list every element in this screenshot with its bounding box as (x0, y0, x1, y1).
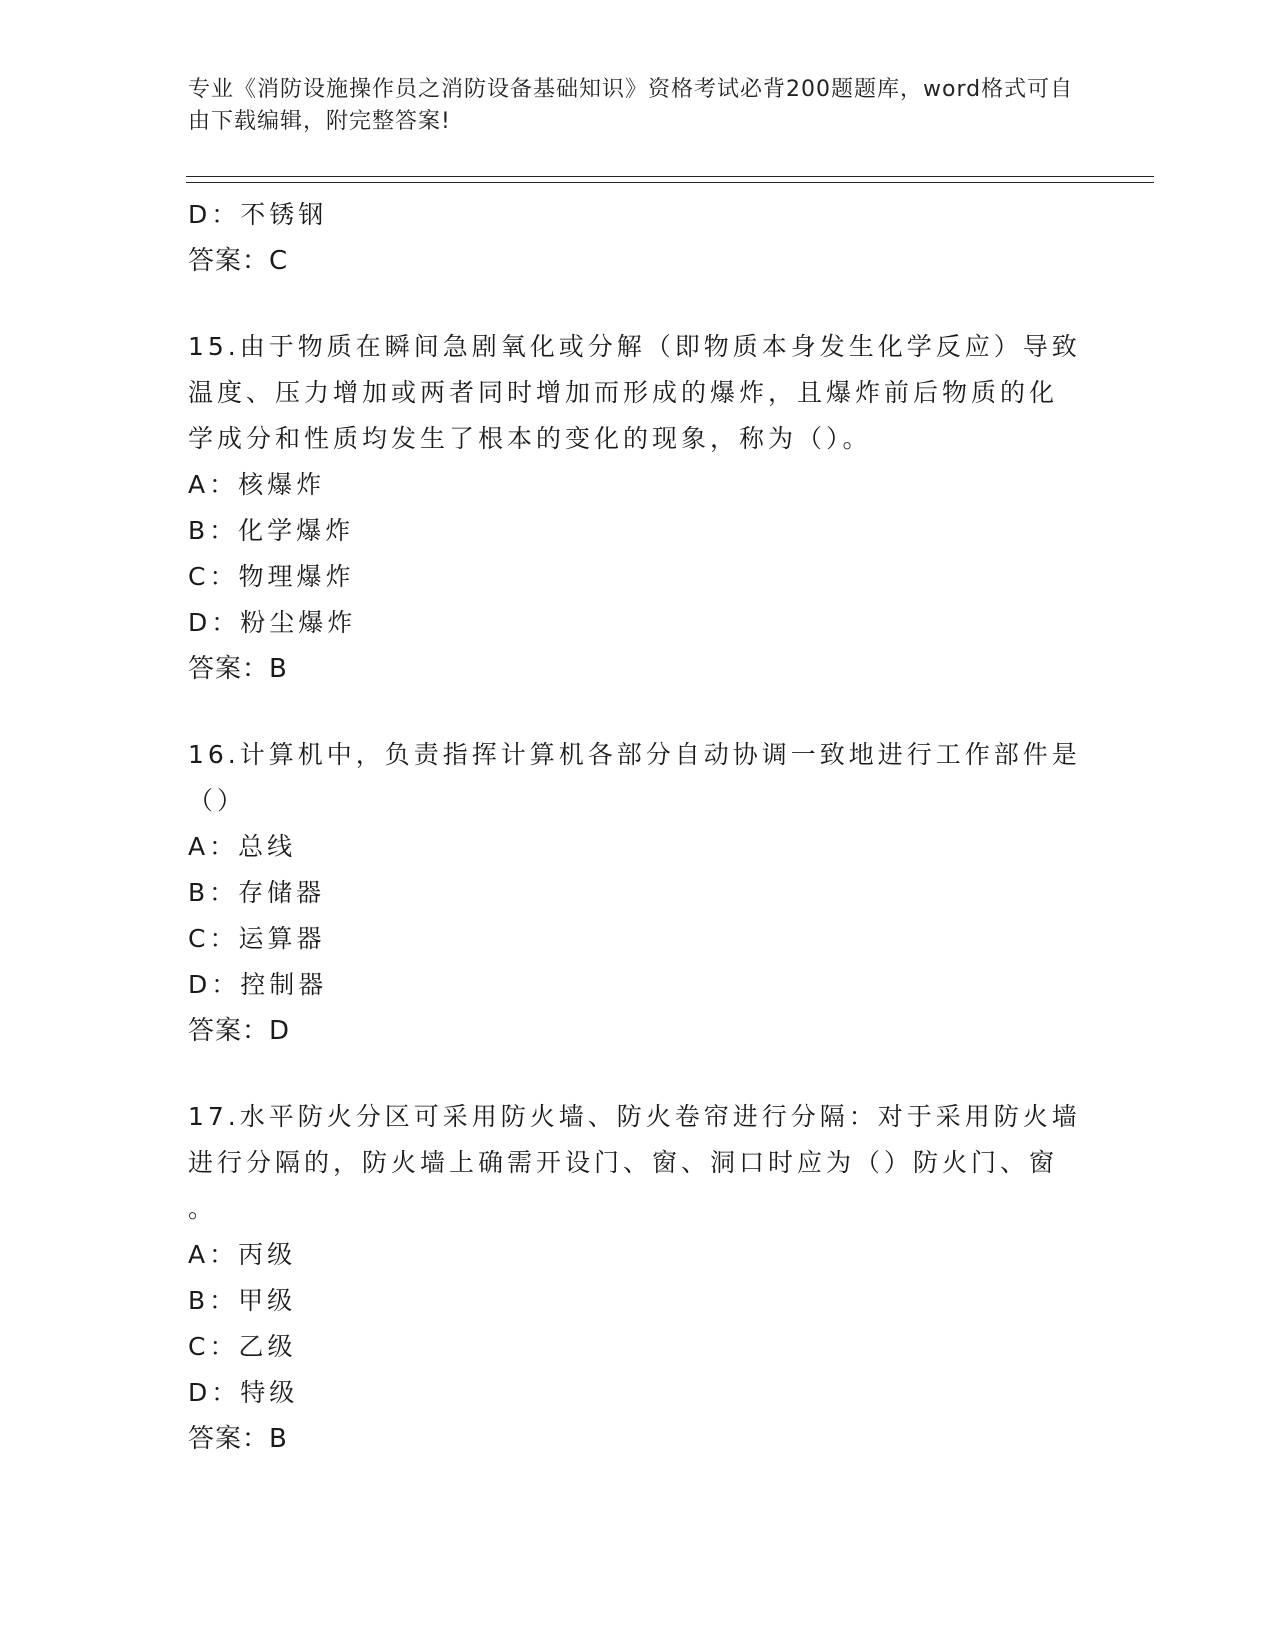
option-c: C：乙级 (188, 1332, 297, 1361)
question-text-line: 16.计算机中，负责指挥计算机各部分自动协调一致地进行工作部件是 (188, 740, 1081, 769)
answer: 答案：D (188, 1016, 291, 1046)
option-a: A：总线 (188, 832, 297, 861)
option-a: A：核爆炸 (188, 470, 326, 499)
question-gap (188, 284, 1088, 324)
header-divider-bottom (186, 182, 1154, 183)
question-16 (188, 732, 1088, 1054)
question-17 (188, 1094, 1088, 1462)
question-gap (188, 1054, 1088, 1094)
carryover-answer: 答案：C (188, 246, 289, 276)
question-text-line: 温度、压力增加或两者同时增加而形成的爆炸，且爆炸前后物质的化 (188, 378, 1059, 407)
answer: 答案：B (188, 1424, 288, 1454)
option-b: B：化学爆炸 (188, 516, 355, 545)
answer: 答案：B (188, 654, 288, 684)
option-c: C：运算器 (188, 924, 326, 953)
option-b: B：甲级 (188, 1286, 297, 1315)
option-d: D：控制器 (188, 970, 328, 999)
question-gap (188, 692, 1088, 732)
question-text-line: 。 (188, 1194, 218, 1223)
document-body (188, 192, 1088, 1462)
option-d: D：粉尘爆炸 (188, 608, 357, 637)
question-text-line: 学成分和性质均发生了根本的变化的现象，称为（）。 (188, 424, 872, 453)
question-text-line: 15.由于物质在瞬间急剧氧化或分解（即物质本身发生化学反应）导致 (188, 332, 1081, 361)
question-15 (188, 324, 1088, 692)
option-d: D：特级 (188, 1378, 299, 1407)
question-text-line: 进行分隔的，防火墙上确需开设门、窗、洞口时应为（）防火门、窗 (188, 1148, 1059, 1177)
carryover-option-d: D：不锈钢 (188, 200, 328, 229)
option-a: A：丙级 (188, 1240, 297, 1269)
option-c: C：物理爆炸 (188, 562, 355, 591)
option-b: B：存储器 (188, 878, 326, 907)
question-text-line: 17.水平防火分区可采用防火墙、防火卷帘进行分隔：对于采用防火墙 (188, 1102, 1081, 1131)
question-text-line: （） (188, 786, 247, 815)
header-divider-top (186, 176, 1154, 177)
document-header: 专业《消防设施操作员之消防设备基础知识》资格考试必背200题题库，word格式可自由下载编辑，附完整答案! (188, 77, 1074, 134)
